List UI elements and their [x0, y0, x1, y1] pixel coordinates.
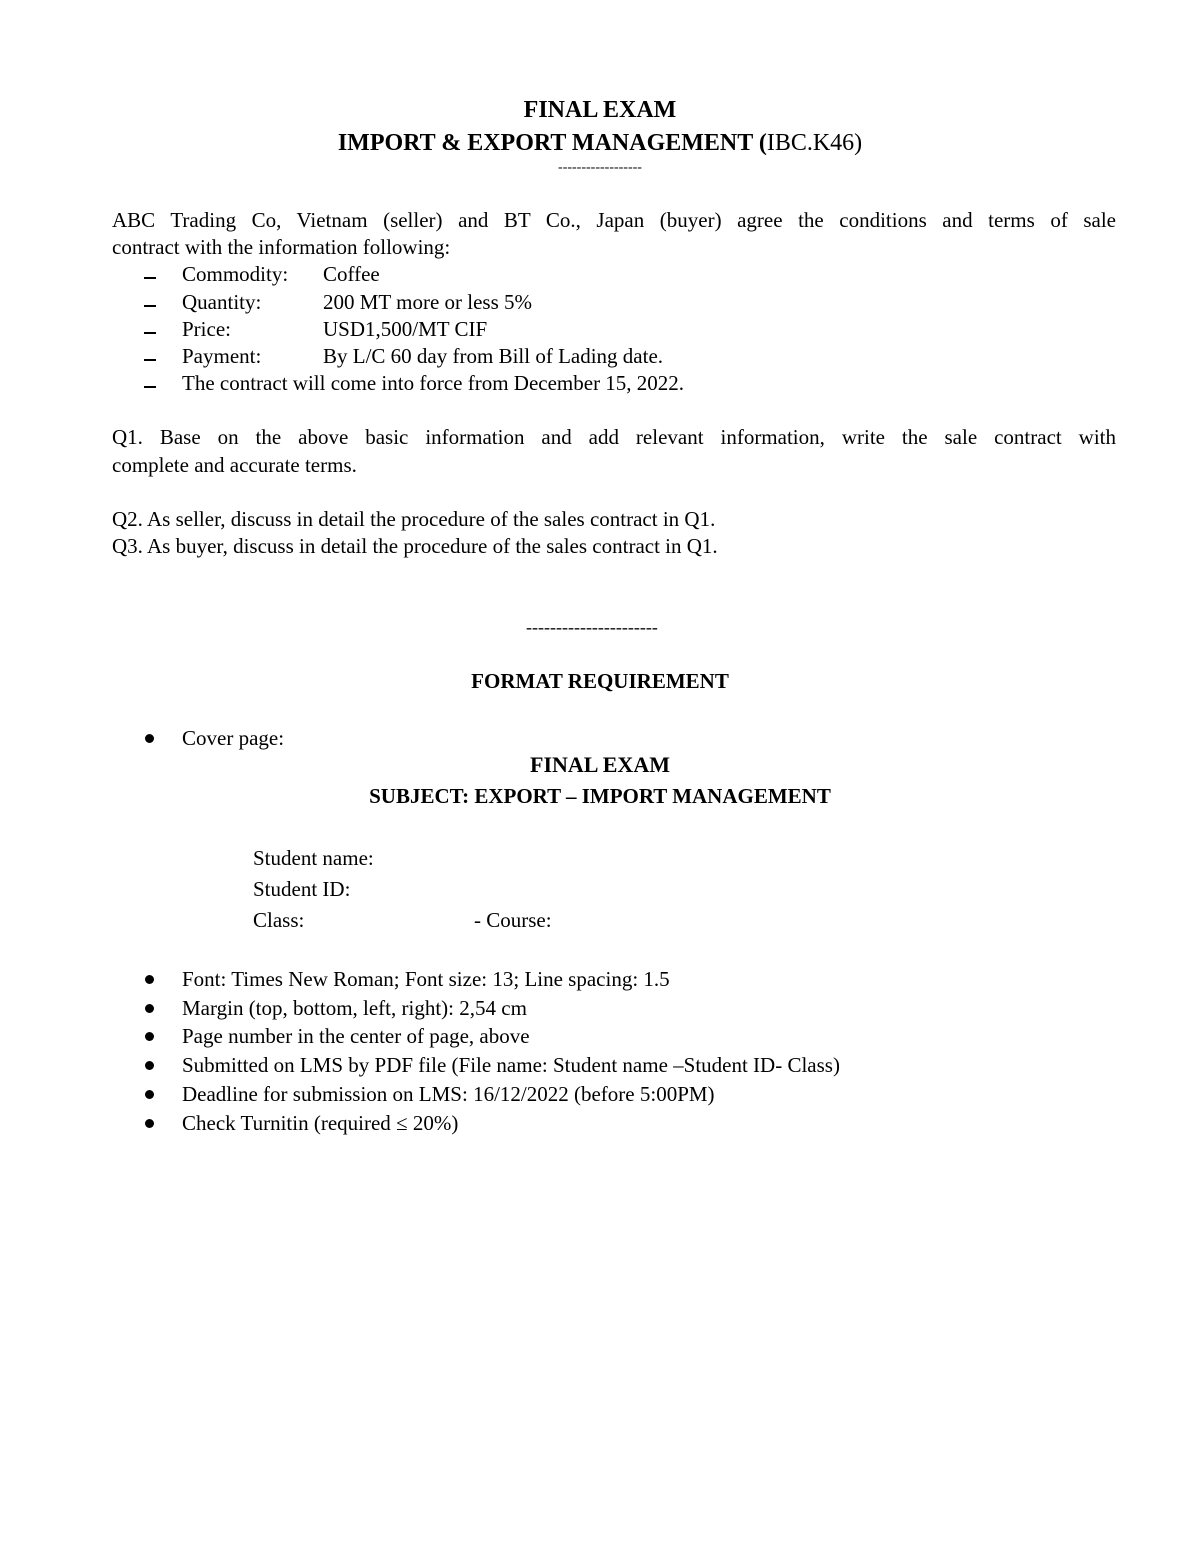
- bullet-marker: [145, 1004, 154, 1013]
- format-heading: FORMAT REQUIREMENT: [471, 669, 729, 693]
- term-value: By L/C 60 day from Bill of Lading date.: [323, 344, 664, 368]
- term-label: The contract will come into force from December 15, 2022.: [182, 371, 685, 395]
- dash-marker: [144, 332, 156, 334]
- requirement-text: Submitted on LMS by PDF file (File name: Student name –Student ID- Class): [182, 1053, 840, 1077]
- student-id-label: Student ID:: [253, 877, 351, 901]
- dash-marker: [144, 386, 156, 388]
- student-name-label: Student name:: [253, 846, 374, 870]
- exam-title: FINAL EXAM: [523, 97, 677, 123]
- term-value: USD1,500/MT CIF: [323, 317, 488, 341]
- requirement-text: Font: Times New Roman; Font size: 13; Line spacing: 1.5: [182, 967, 670, 991]
- question-2: Q2. As seller, discuss in detail the procedure of the sales contract in Q1.: [112, 507, 716, 531]
- cover-subject: SUBJECT: EXPORT – IMPORT MANAGEMENT: [369, 784, 831, 808]
- dash-marker: [144, 305, 156, 307]
- question-1-line-1: Q1. Base on the above basic information and add relevant information, write the sale contract with: [112, 425, 1116, 449]
- bullet-marker: [145, 1061, 154, 1070]
- requirement-text: Check Turnitin (required ≤ 20%): [182, 1111, 459, 1135]
- requirement-text: Deadline for submission on LMS: 16/12/2022 (before 5:00PM): [182, 1082, 715, 1106]
- intro-line-2: contract with the information following:: [112, 235, 451, 259]
- question-3: Q3. As buyer, discuss in detail the procedure of the sales contract in Q1.: [112, 534, 718, 558]
- course-label: - Course:: [474, 908, 552, 932]
- term-label: Payment:: [182, 344, 262, 368]
- section-divider: ----------------------: [526, 617, 658, 637]
- dash-marker: [144, 359, 156, 361]
- cover-page-label: Cover page:: [182, 726, 285, 750]
- requirement-text: Margin (top, bottom, left, right): 2,54 cm: [182, 996, 527, 1020]
- course-title-main: IMPORT & EXPORT MANAGEMENT (: [337, 130, 767, 156]
- class-label: Class:: [253, 908, 305, 932]
- header-separator: ------------------: [558, 160, 642, 175]
- bullet-marker: [145, 975, 154, 984]
- bullet-marker: [145, 1119, 154, 1128]
- bullet-marker: [145, 734, 154, 743]
- cover-title: FINAL EXAM: [530, 752, 670, 777]
- course-title: [0, 130, 1200, 157]
- term-value: Coffee: [323, 262, 380, 286]
- bullet-marker: [145, 1032, 154, 1041]
- term-value: 200 MT more or less 5%: [323, 290, 533, 314]
- course-code: IBC.K46): [766, 130, 863, 156]
- bullet-marker: [145, 1090, 154, 1099]
- term-label: Price:: [182, 317, 231, 341]
- term-label: Quantity:: [182, 290, 262, 314]
- term-label: Commodity:: [182, 262, 289, 286]
- question-1-line-2: complete and accurate terms.: [112, 453, 357, 477]
- dash-marker: [144, 277, 156, 279]
- requirement-text: Page number in the center of page, above: [182, 1024, 530, 1048]
- intro-line-1: ABC Trading Co, Vietnam (seller) and BT Co., Japan (buyer) agree the conditions and terms of sale: [112, 208, 1116, 232]
